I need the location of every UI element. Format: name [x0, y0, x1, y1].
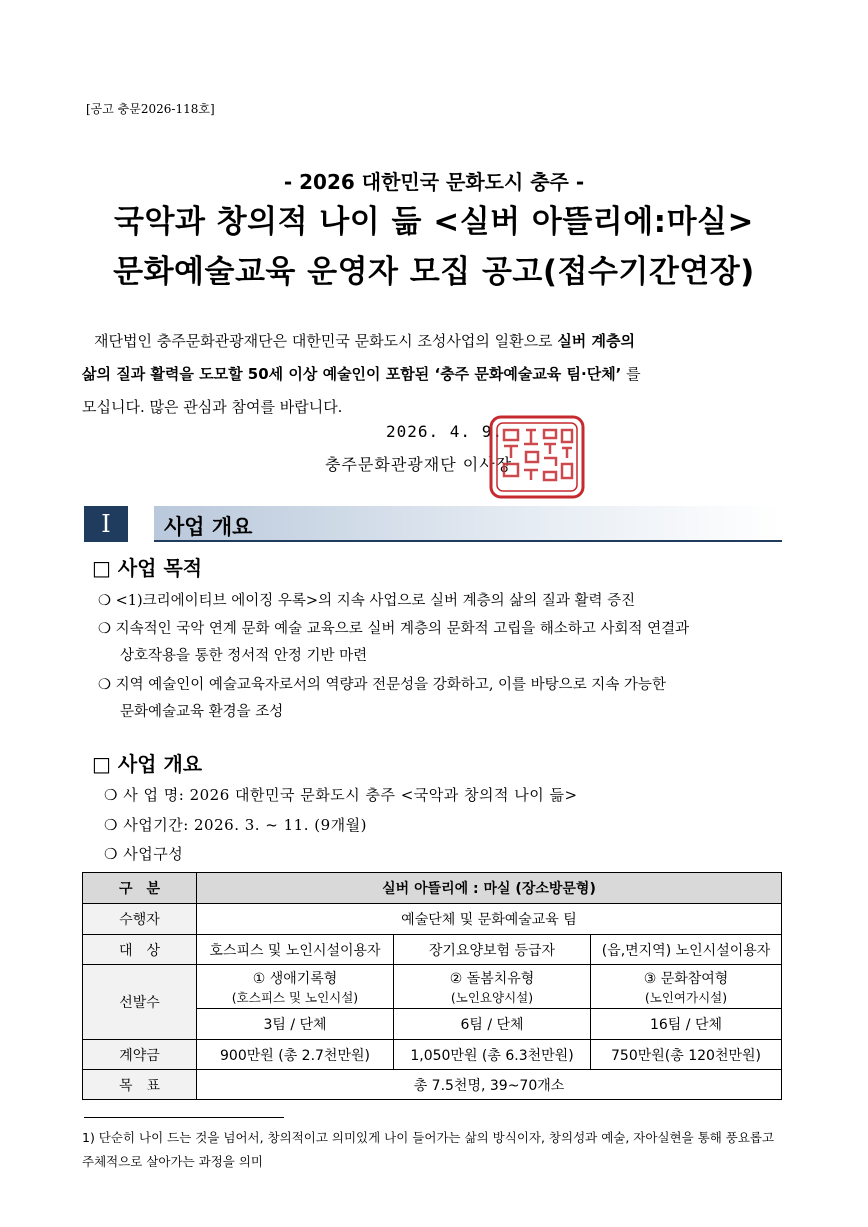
table-header-category: 구 분 [83, 873, 197, 904]
intro-text-3: 모십니다. 많은 관심과 참여를 바랍니다. [82, 398, 343, 416]
bullet-circle-icon: ❍ [104, 845, 118, 863]
table-row [83, 965, 782, 1009]
table-header-program: 실버 아뜰리에 : 마실 (장소방문형) [197, 873, 782, 904]
intro-text-1: 재단법인 충주문화관광재단은 대한민국 문화도시 조성사업의 일환으로 [94, 332, 558, 350]
intro-paragraph [82, 325, 786, 424]
target-value-1: 호스피스 및 노인시설이용자 [197, 935, 394, 965]
type-place: (노인요양시설) [450, 989, 534, 1005]
bullet-circle-icon: ❍ [98, 621, 111, 637]
target-value-2: 장기요양보험 등급자 [394, 935, 591, 965]
footnote-divider [84, 1117, 284, 1118]
purpose-item-text: 지속적인 국악 연계 문화 예술 교육으로 실버 계층의 문화적 고립을 해소하고 사회적 연결과 [115, 621, 690, 637]
contract-value-1: 900만원 (총 2.7천만원) [197, 1040, 394, 1070]
overview-heading: □ 사업 개요 [92, 752, 203, 776]
notice-date: 2026. 4. 9. [386, 422, 503, 441]
contract-value-3: 750만원(총 120천만원) [591, 1040, 782, 1070]
type-place: (노인여가시설) [644, 989, 728, 1005]
selection-count-2: 6팀 / 단체 [394, 1009, 591, 1040]
selection-type-2 [394, 965, 591, 1009]
notice-number: [공고 충문2026-118호] [86, 102, 215, 116]
intro-bold-1: 실버 계층의 [557, 332, 635, 350]
program-structure-table [82, 872, 782, 1100]
purpose-item-text: <1)크리에이티브 에이징 우록>의 지속 사업으로 실버 계층의 삶의 질과 활력 증진 [115, 593, 636, 609]
row-label-selection: 선발수 [83, 965, 197, 1040]
overview-item-text: 사업기간: 2026. 3. ~ 11. (9개월) [123, 816, 367, 834]
selection-count-1: 3팀 / 단체 [197, 1009, 394, 1040]
type-name: ① 생애기록형 [252, 970, 338, 987]
overview-item-text: 사업구성 [123, 845, 184, 863]
footnote: 1) 단순히 나이 드는 것을 넘어서, 창의적이고 의미있게 나이 들어가는 삶의 방식이자, 창의성과 예술, 자아실현을 통해 풍요롭고 주체적으로 살아가는 과정을 의미 [82, 1130, 775, 1169]
official-seal-icon [488, 414, 586, 500]
overview-item-text: 사 업 명: 2026 대한민국 문화도시 충주 <국악과 창의적 나이 듦> [123, 786, 578, 804]
type-name: ② 돌봄치유형 [449, 970, 535, 987]
overview-item-period [104, 814, 367, 835]
purpose-item-3 [98, 672, 788, 726]
contract-value-2: 1,050만원 (총 6.3천만원) [394, 1040, 591, 1070]
purpose-item-text: 지역 예술인이 예술교육자로서의 역량과 전문성을 강화하고, 이를 바탕으로 지속 가능한 [115, 677, 666, 693]
selection-count-3: 16팀 / 단체 [591, 1009, 782, 1040]
row-label-performer: 수행자 [83, 904, 197, 935]
row-label-contract: 계약금 [83, 1040, 197, 1070]
table-row [83, 935, 782, 965]
purpose-item-continuation: 상호작용을 통한 정서적 안정 기반 마련 [120, 648, 368, 664]
purpose-heading: □ 사업 목적 [92, 556, 203, 580]
type-place: (호스피스 및 노인시설) [231, 989, 359, 1005]
goal-value: 총 7.5천명, 39~70개소 [197, 1070, 782, 1100]
table-row [83, 1070, 782, 1100]
purpose-item-continuation: 문화예술교육 환경을 조성 [120, 704, 284, 720]
target-value-3: (읍,면지역) 노인시설이용자 [591, 935, 782, 965]
table-header-row [83, 873, 782, 904]
overview-item-structure [104, 843, 183, 864]
organization-name: 충주문화관광재단 이사장 [325, 455, 513, 474]
purpose-item-1 [98, 588, 788, 615]
table-row [83, 904, 782, 935]
intro-text-2: 를 [621, 365, 641, 383]
section-title: 사업 개요 [164, 515, 253, 539]
row-label-target: 대 상 [83, 935, 197, 965]
row-label-goal: 목 표 [83, 1070, 197, 1100]
table-row [83, 1040, 782, 1070]
type-name: ③ 문화참여형 [643, 970, 729, 987]
bullet-circle-icon: ❍ [98, 677, 111, 693]
section-number-box: Ⅰ [84, 506, 128, 542]
selection-type-3 [591, 965, 782, 1009]
subtitle: - 2026 대한민국 문화도시 충주 - [283, 170, 585, 194]
title-line-2: 문화예술교육 운영자 모집 공고(접수기간연장) [113, 254, 755, 290]
selection-type-1 [197, 965, 394, 1009]
performer-value: 예술단체 및 문화예술교육 팀 [197, 904, 782, 935]
bullet-circle-icon: ❍ [104, 816, 118, 834]
bullet-circle-icon: ❍ [98, 593, 111, 609]
purpose-item-2 [98, 616, 788, 670]
overview-item-name [104, 784, 578, 805]
bullet-circle-icon: ❍ [104, 786, 118, 804]
intro-bold-2: 삶의 질과 활력을 도모할 50세 이상 예술인이 포함된 ‘충주 문화예술교육 팀·단체’ [82, 365, 622, 383]
title-line-1: 국악과 창의적 나이 듦 <실버 아뜰리에:마실> [114, 204, 754, 240]
